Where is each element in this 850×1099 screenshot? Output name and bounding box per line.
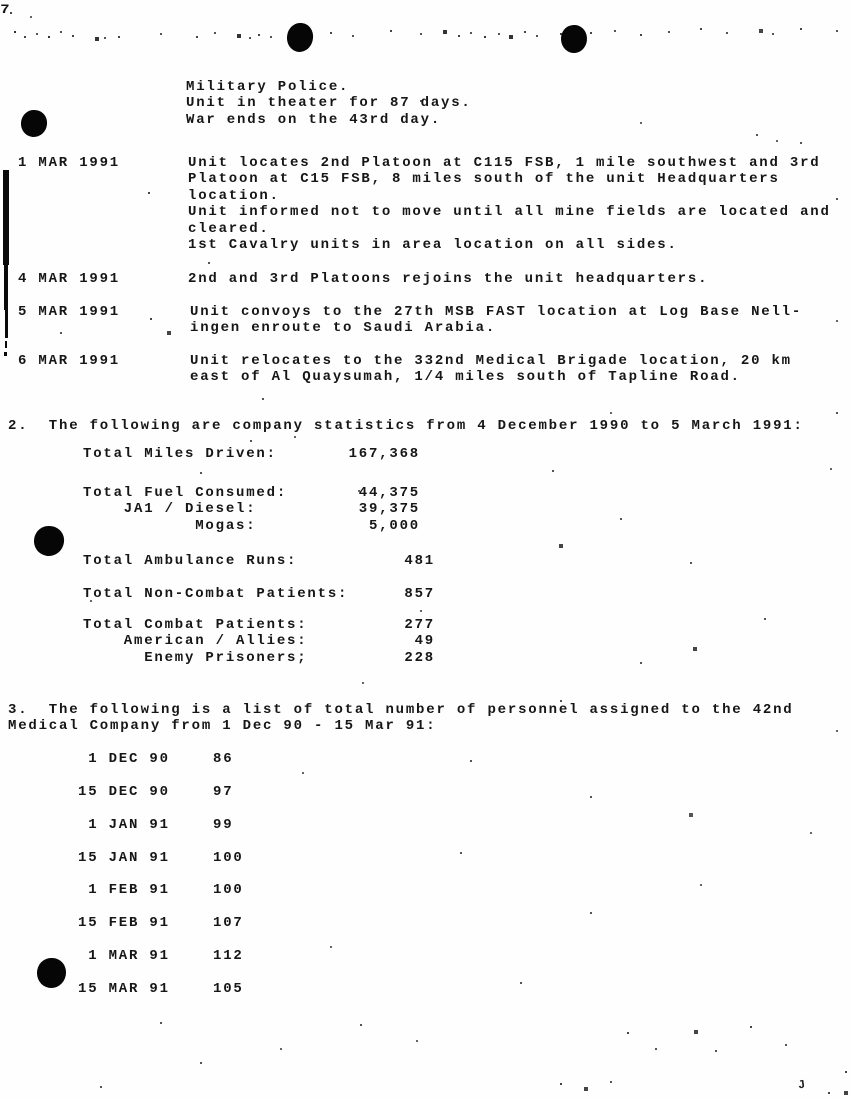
- personnel-row-value: 100: [213, 882, 244, 898]
- stat-label: Enemy Prisoners;: [83, 650, 308, 666]
- journal-entry-line: Unit relocates to the 332nd Medical Brigade location, 20 km: [190, 353, 792, 369]
- personnel-row-date: 15 JAN 91: [78, 850, 170, 866]
- stat-label: Total Miles Driven:: [83, 446, 277, 462]
- journal-entry-date: 1 MAR 1991: [18, 155, 121, 171]
- personnel-row-value: 97: [213, 784, 234, 800]
- stat-label: JA1 / Diesel:: [83, 501, 257, 517]
- journal-entry-line: Unit informed not to move until all mine fields are located and: [188, 204, 831, 220]
- scan-edge-line: [4, 265, 8, 310]
- stat-label: Mogas:: [83, 518, 257, 534]
- personnel-row-value: 99: [213, 817, 234, 833]
- personnel-row-date: 15 FEB 91: [78, 915, 170, 931]
- stat-label: Total Ambulance Runs:: [83, 553, 298, 569]
- stat-value: 857: [404, 586, 435, 602]
- scan-edge-line: [5, 310, 8, 338]
- journal-entry-line: cleared.: [188, 221, 270, 237]
- scan-edge-line: [5, 341, 7, 348]
- stat-value: 481: [404, 553, 435, 569]
- stat-value: 5,000: [368, 518, 420, 534]
- journal-entry-date: 6 MAR 1991: [18, 353, 121, 369]
- personnel-row-date: 15 DEC 90: [78, 784, 170, 800]
- scan-noise-bottom: [0, 0, 2, 2]
- stat-value: 167,368: [348, 446, 420, 462]
- section2-heading: 2. The following are company statistics from 4 December 1990 to 5 March 1991:: [8, 418, 804, 434]
- personnel-row-value: 86: [213, 751, 234, 767]
- journal-entry-line: 2nd and 3rd Platoons rejoins the unit headquarters.: [188, 271, 709, 287]
- personnel-row-date: 1 DEC 90: [78, 751, 170, 767]
- intro-line: Unit in theater for 87 days.: [186, 95, 472, 111]
- stat-label: Total Fuel Consumed:: [83, 485, 288, 501]
- section3-heading: Medical Company from 1 Dec 90 - 15 Mar 91:: [8, 718, 437, 734]
- journal-entry-date: 4 MAR 1991: [18, 271, 121, 287]
- hole-punch-mark: [32, 524, 66, 558]
- personnel-row-value: 107: [213, 915, 244, 931]
- journal-entry-line: 1st Cavalry units in area location on all sides.: [188, 237, 678, 253]
- journal-entry-line: east of Al Quaysumah, 1/4 miles south of Tapline Road.: [190, 369, 741, 385]
- hole-punch-mark: [37, 958, 66, 988]
- scan-edge-line: [4, 352, 7, 356]
- hole-punch-mark: [286, 22, 315, 54]
- stat-value: 49: [414, 633, 435, 649]
- stat-value: 39,375: [358, 501, 420, 517]
- journal-entry-date: 5 MAR 1991: [18, 304, 121, 320]
- intro-line: Military Police.: [186, 79, 350, 95]
- personnel-row-date: 1 JAN 91: [78, 817, 170, 833]
- personnel-row-value: 105: [213, 981, 244, 997]
- journal-entry-line: Unit convoys to the 27th MSB FAST location at Log Base Nell-: [190, 304, 803, 320]
- journal-entry-line: location.: [188, 188, 280, 204]
- section3-heading: 3. The following is a list of total number of personnel assigned to the 42nd: [8, 702, 794, 718]
- hole-punch-mark: [560, 24, 588, 54]
- personnel-row-value: 112: [213, 948, 244, 964]
- stat-label: American / Allies:: [83, 633, 308, 649]
- stat-value: 277: [404, 617, 435, 633]
- scan-corner-mark: 7: [0, 2, 10, 17]
- journal-entry-line: Unit locates 2nd Platoon at C115 FSB, 1 mile southwest and 3rd: [188, 155, 821, 171]
- personnel-row-date: 1 FEB 91: [78, 882, 170, 898]
- scan-edge-line: [3, 170, 9, 265]
- stat-value: 44,375: [358, 485, 420, 501]
- journal-entry-line: Platoon at C15 FSB, 8 miles south of the unit Headquarters: [188, 171, 780, 187]
- hole-punch-mark: [20, 109, 48, 138]
- personnel-row-date: 15 MAR 91: [78, 981, 170, 997]
- personnel-row-date: 1 MAR 91: [78, 948, 170, 964]
- stat-value: 228: [404, 650, 435, 666]
- personnel-row-value: 100: [213, 850, 244, 866]
- journal-entry-line: ingen enroute to Saudi Arabia.: [190, 320, 497, 336]
- stat-label: Total Non-Combat Patients:: [83, 586, 349, 602]
- intro-line: War ends on the 43rd day.: [186, 112, 442, 128]
- scan-stray-mark: J: [797, 1077, 807, 1093]
- stat-label: Total Combat Patients:: [83, 617, 308, 633]
